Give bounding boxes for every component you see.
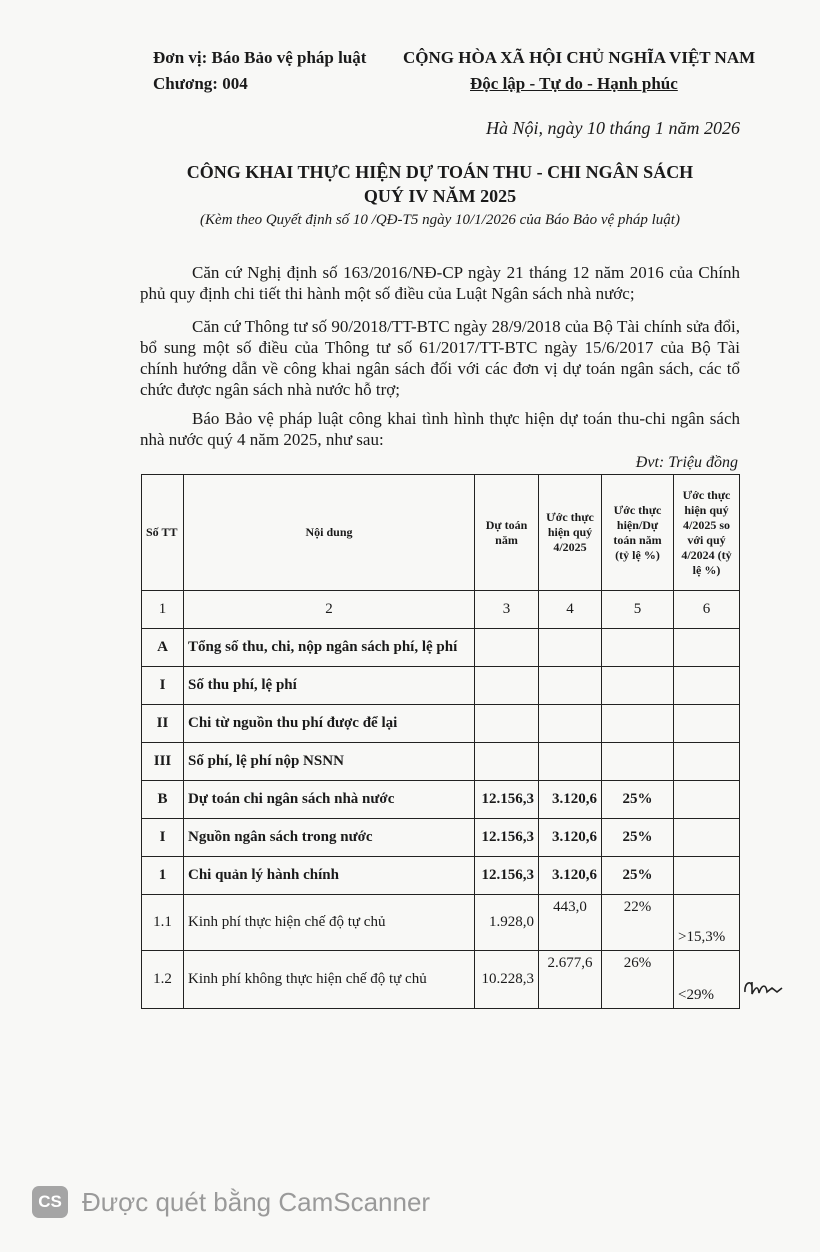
header-ratio-annual: Ước thực hiện/Dự toán năm (tỷ lệ %) (602, 475, 674, 591)
row-q4: 3.120,6 (539, 857, 602, 895)
paragraph-text: Căn cứ Nghị định số 163/2016/NĐ-CP ngày 21 tháng 12 năm 2016 của Chính phủ quy định chi tiết thi hành một số điều của Luật Ngân sách nhà nước; (140, 263, 740, 303)
row-annual: 12.156,3 (475, 819, 539, 857)
row-content: Số phí, lệ phí nộp NSNN (184, 743, 475, 781)
row-q4 (539, 667, 602, 705)
row-stt: 1.1 (142, 895, 184, 951)
row-content: Chi từ nguồn thu phí được để lại (184, 705, 475, 743)
column-number: 1 (142, 591, 184, 629)
row-q4 (539, 629, 602, 667)
document-title: CÔNG KHAI THỰC HIỆN DỰ TOÁN THU - CHI NGÂN SÁCH (186, 162, 694, 182)
column-number: 2 (184, 591, 475, 629)
column-number: 3 (475, 591, 539, 629)
row-ratio: 25% (602, 857, 674, 895)
table-row (142, 895, 740, 951)
row-content: Số thu phí, lệ phí (184, 667, 475, 705)
scanner-text: Được quét bằng CamScanner (82, 1186, 431, 1217)
budget-table (141, 474, 740, 1009)
row-ratio: 22% (602, 895, 674, 951)
row-stt: 1.2 (142, 951, 184, 1009)
row-stt: I (142, 819, 184, 857)
table-row (142, 629, 740, 667)
national-title: CỘNG HÒA XÃ HỘI CHỦ NGHĨA VIỆT NAM (403, 48, 756, 67)
paragraph-text: Căn cứ Thông tư số 90/2018/TT-BTC ngày 28/9/2018 của Bộ Tài chính sửa đổi, bổ sung một số điều của Thông tư số 61/2017/TT-BTC ngày 15/6/2017 của Bộ Tài chính hướng dẫn về công khai ngân sách đối với các đơn vị dự toán ngân sách, các tổ chức được ngân sách nhà nước hỗ trợ; (140, 317, 740, 399)
table-row (142, 705, 740, 743)
row-q4: 2.677,6 (539, 951, 602, 1009)
row-annual (475, 743, 539, 781)
header-annual-estimate: Dự toán năm (475, 475, 539, 591)
column-number-row (142, 591, 740, 629)
row-annual (475, 705, 539, 743)
row-prev (674, 743, 740, 781)
row-stt: A (142, 629, 184, 667)
disclosure-paragraph (140, 408, 740, 450)
scanner-watermark (32, 1186, 430, 1218)
paragraph-text: Báo Bảo vệ pháp luật công khai tình hình thực hiện dự toán thu-chi ngân sách nhà nước quý 4 năm 2025, như sau: (140, 409, 740, 449)
national-motto: Độc lập - Tự do - Hạnh phúc (470, 74, 678, 93)
column-number: 5 (602, 591, 674, 629)
row-prev (674, 629, 740, 667)
row-content: Nguồn ngân sách trong nước (184, 819, 475, 857)
handwritten-initials (742, 978, 784, 998)
camscanner-logo-icon: CS (32, 1186, 68, 1218)
header-content: Nội dung (184, 475, 475, 591)
unit-note: Đvt: Triệu đồng (635, 454, 738, 471)
row-stt: I (142, 667, 184, 705)
row-ratio (602, 743, 674, 781)
table-row (142, 857, 740, 895)
row-q4 (539, 743, 602, 781)
row-ratio: 25% (602, 819, 674, 857)
table-row (142, 819, 740, 857)
row-annual: 12.156,3 (475, 781, 539, 819)
row-prev (674, 667, 740, 705)
row-stt: B (142, 781, 184, 819)
column-number: 4 (539, 591, 602, 629)
header-ratio-previous: Ước thực hiện quý 4/2025 so với quý 4/2024 (tỷ lệ %) (674, 475, 740, 591)
row-stt: II (142, 705, 184, 743)
table-row (142, 781, 740, 819)
row-prev (674, 819, 740, 857)
table-row (142, 667, 740, 705)
row-content: Kinh phí thực hiện chế độ tự chủ (184, 895, 475, 951)
row-annual: 1.928,0 (475, 895, 539, 951)
chapter-code: Chương: 004 (153, 74, 248, 93)
row-ratio (602, 667, 674, 705)
row-q4: 443,0 (539, 895, 602, 951)
header-q4-estimate: Ước thực hiện quý 4/2025 (539, 475, 602, 591)
row-ratio: 26% (602, 951, 674, 1009)
table-row (142, 743, 740, 781)
row-prev (674, 705, 740, 743)
row-annual: 12.156,3 (475, 857, 539, 895)
document-title-period: QUÝ IV NĂM 2025 (363, 186, 517, 206)
table-row (142, 951, 740, 1009)
row-content: Dự toán chi ngân sách nhà nước (184, 781, 475, 819)
row-content: Tổng số thu, chi, nộp ngân sách phí, lệ phí (184, 629, 475, 667)
row-q4 (539, 705, 602, 743)
row-prev (674, 781, 740, 819)
row-ratio (602, 629, 674, 667)
row-ratio (602, 705, 674, 743)
row-annual (475, 667, 539, 705)
place-date: Hà Nội, ngày 10 tháng 1 năm 2026 (486, 118, 740, 138)
row-content: Kinh phí không thực hiện chế độ tự chủ (184, 951, 475, 1009)
row-q4: 3.120,6 (539, 781, 602, 819)
row-prev (674, 857, 740, 895)
row-annual (475, 629, 539, 667)
row-prev: <29% (674, 951, 740, 1009)
row-prev: >15,3% (674, 895, 740, 951)
row-annual: 10.228,3 (475, 951, 539, 1009)
legal-basis-paragraph-1 (140, 262, 740, 304)
row-stt: 1 (142, 857, 184, 895)
row-ratio: 25% (602, 781, 674, 819)
column-number: 6 (674, 591, 740, 629)
document-subtitle: (Kèm theo Quyết định số 10 /QĐ-T5 ngày 10/1/2026 của Báo Bảo vệ pháp luật) (200, 212, 680, 228)
table-header-row (142, 475, 740, 591)
unit-name: Đơn vị: Báo Bảo vệ pháp luật (153, 48, 367, 67)
legal-basis-paragraph-2 (140, 316, 740, 400)
header-stt: Số TT (142, 475, 184, 591)
row-content: Chi quản lý hành chính (184, 857, 475, 895)
row-stt: III (142, 743, 184, 781)
row-q4: 3.120,6 (539, 819, 602, 857)
